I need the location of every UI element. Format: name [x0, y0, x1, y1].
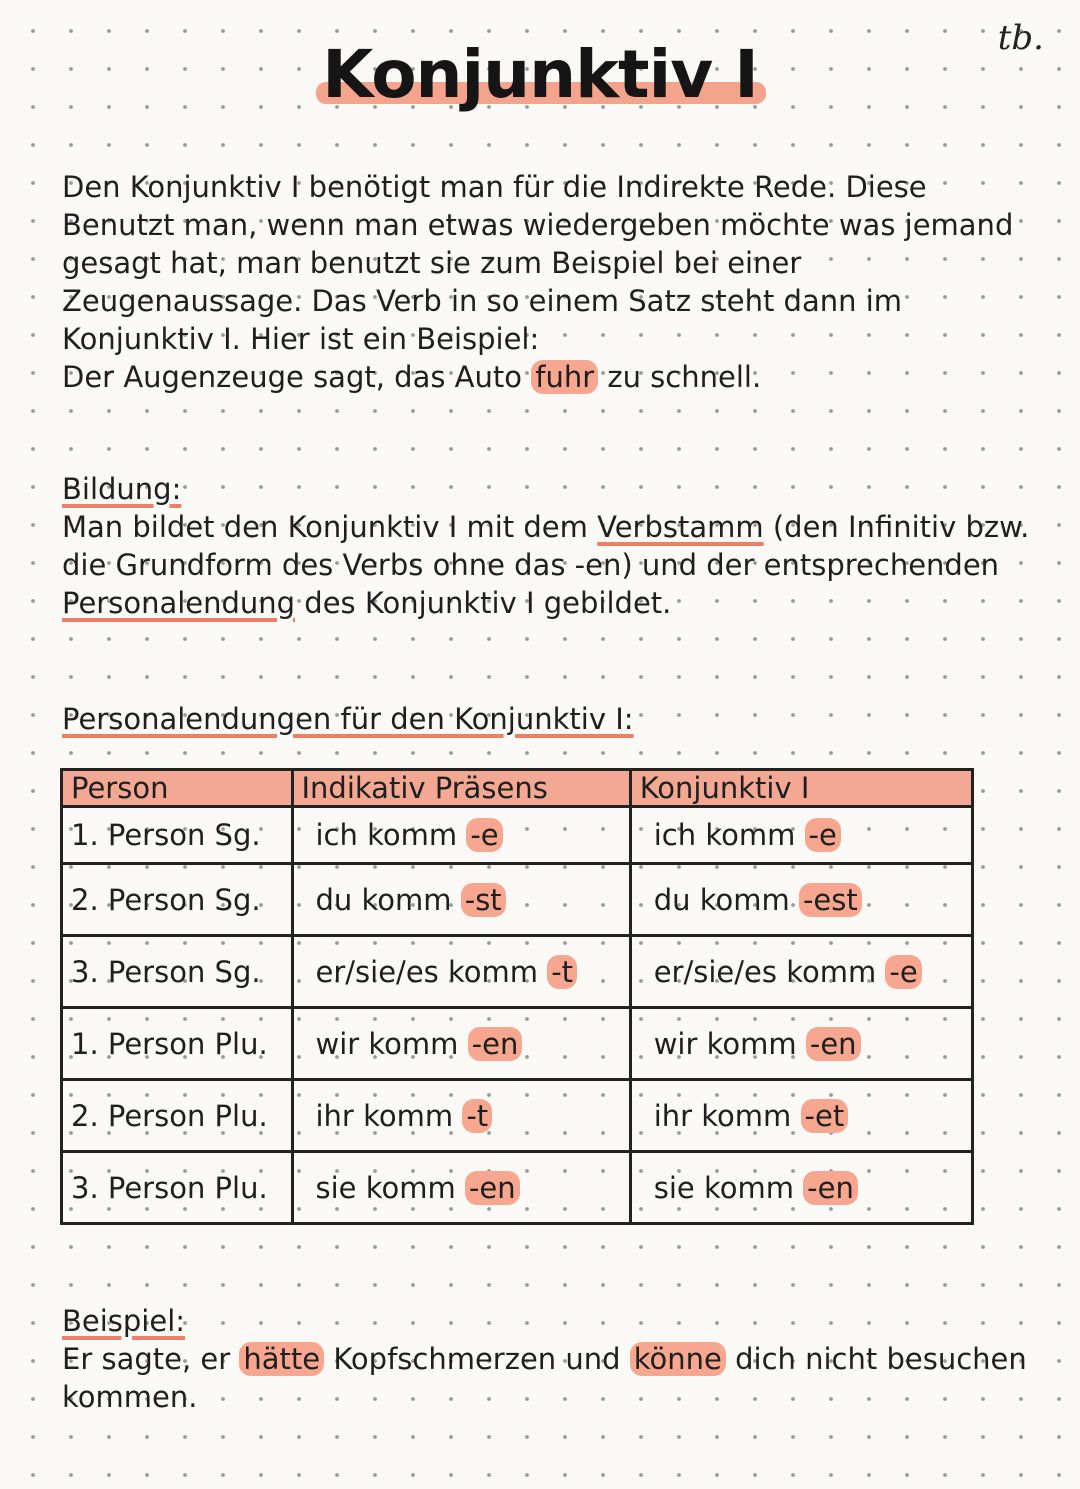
intro-paragraph — [62, 168, 1032, 396]
indikativ-ending: -t — [547, 955, 577, 989]
bildung-term-personalendung: Personalendung — [62, 586, 296, 620]
table-heading-block — [62, 700, 1032, 738]
indikativ-ending: -st — [461, 883, 506, 917]
indikativ-stem: wir komm — [315, 1026, 468, 1061]
indikativ-stem: ihr komm — [315, 1098, 463, 1133]
table-row — [62, 864, 973, 936]
beispiel-text-2: Kopfschmerzen und — [324, 1342, 630, 1376]
konjunktiv-ending: -et — [801, 1099, 849, 1133]
indikativ-ending: -t — [462, 1099, 492, 1133]
indikativ-cell — [292, 1152, 630, 1224]
person-cell: 1. Person Plu. — [62, 1008, 293, 1080]
konjunktiv-cell — [630, 1008, 972, 1080]
page-title: Konjunktiv I — [322, 36, 758, 113]
bildung-section — [62, 470, 1032, 622]
intro-example-highlight: fuhr — [531, 360, 598, 394]
bildung-heading: Bildung: — [62, 472, 182, 506]
beispiel-heading: Beispiel: — [62, 1304, 186, 1338]
konjunktiv-stem: sie komm — [653, 1170, 804, 1205]
indikativ-stem: er/sie/es komm — [315, 954, 548, 989]
header-konjunktiv: Konjunktiv I — [630, 770, 972, 807]
konjunktiv-ending: -est — [799, 883, 862, 917]
table-row — [62, 1008, 973, 1080]
bildung-text-2: (den Infinitiv bzw. die Grundform des Verbs ohne das -en) und der entsprechenden — [62, 510, 1030, 582]
konjunktiv-ending: -en — [803, 1171, 858, 1205]
konjunktiv-stem: ich komm — [653, 818, 805, 852]
table-heading: Personalendungen für den Konjunktiv I: — [62, 702, 634, 736]
person-cell: 2. Person Sg. — [62, 864, 293, 936]
konjunktiv-stem: du komm — [653, 882, 799, 917]
konjunktiv-cell — [630, 936, 972, 1008]
indikativ-stem: ich komm — [315, 818, 467, 852]
konjunktiv-cell — [630, 807, 972, 864]
bildung-term-verbstamm: Verbstamm — [597, 510, 764, 544]
intro-text: Den Konjunktiv I benötigt man für die Indirekte Rede. Diese Benutzt man, wenn man etwas wiedergeben möchte was jemand gesagt hat, man benutzt sie zum Beispiel bei einer Zeugenaussage. Das Verb in so einem Satz steht dann im Konjunktiv I. Hier ist ein Beispiel: — [62, 170, 1014, 356]
person-cell: 1. Person Sg. — [62, 807, 293, 864]
indikativ-ending: -e — [466, 818, 502, 852]
table-row — [62, 1152, 973, 1224]
table-row — [62, 807, 973, 864]
konjunktiv-ending: -e — [805, 818, 841, 852]
konjunktiv-cell — [630, 864, 972, 936]
author-signature: tb. — [997, 18, 1044, 58]
table-row — [62, 936, 973, 1008]
beispiel-text-3: dich nicht besuchen kommen. — [62, 1342, 1027, 1414]
indikativ-cell — [292, 1080, 630, 1152]
indikativ-ending: -en — [465, 1171, 520, 1205]
intro-example-before: Der Augenzeuge sagt, das Auto — [62, 360, 532, 394]
konjunktiv-ending: -e — [885, 955, 921, 989]
intro-example-after: zu schnell. — [598, 360, 762, 394]
konjunktiv-stem: ihr komm — [653, 1098, 801, 1133]
konjunktiv-cell — [630, 1152, 972, 1224]
indikativ-cell — [292, 1008, 630, 1080]
table-header-row — [62, 770, 973, 807]
konjunktiv-cell — [630, 1080, 972, 1152]
indikativ-stem: sie komm — [315, 1170, 465, 1205]
beispiel-highlight-haette: hätte — [239, 1342, 324, 1376]
table-row — [62, 1080, 973, 1152]
person-cell: 3. Person Plu. — [62, 1152, 293, 1224]
indikativ-ending: -en — [468, 1027, 523, 1061]
beispiel-section — [62, 1302, 1032, 1416]
indikativ-cell — [292, 864, 630, 936]
beispiel-text-1: Er sagte, er — [62, 1342, 240, 1376]
bildung-text-3: des Konjunktiv I gebildet. — [295, 586, 672, 620]
endings-table — [60, 768, 974, 1225]
indikativ-stem: du komm — [315, 882, 461, 917]
konjunktiv-stem: wir komm — [653, 1026, 806, 1061]
bildung-text-1: Man bildet den Konjunktiv I mit dem — [62, 510, 598, 544]
header-indikativ: Indikativ Präsens — [292, 770, 630, 807]
header-person: Person — [62, 770, 293, 807]
indikativ-cell — [292, 936, 630, 1008]
person-cell: 3. Person Sg. — [62, 936, 293, 1008]
person-cell: 2. Person Plu. — [62, 1080, 293, 1152]
konjunktiv-stem: er/sie/es komm — [653, 954, 886, 989]
indikativ-cell — [292, 807, 630, 864]
beispiel-highlight-koenne: könne — [630, 1342, 726, 1376]
konjunktiv-ending: -en — [806, 1027, 861, 1061]
